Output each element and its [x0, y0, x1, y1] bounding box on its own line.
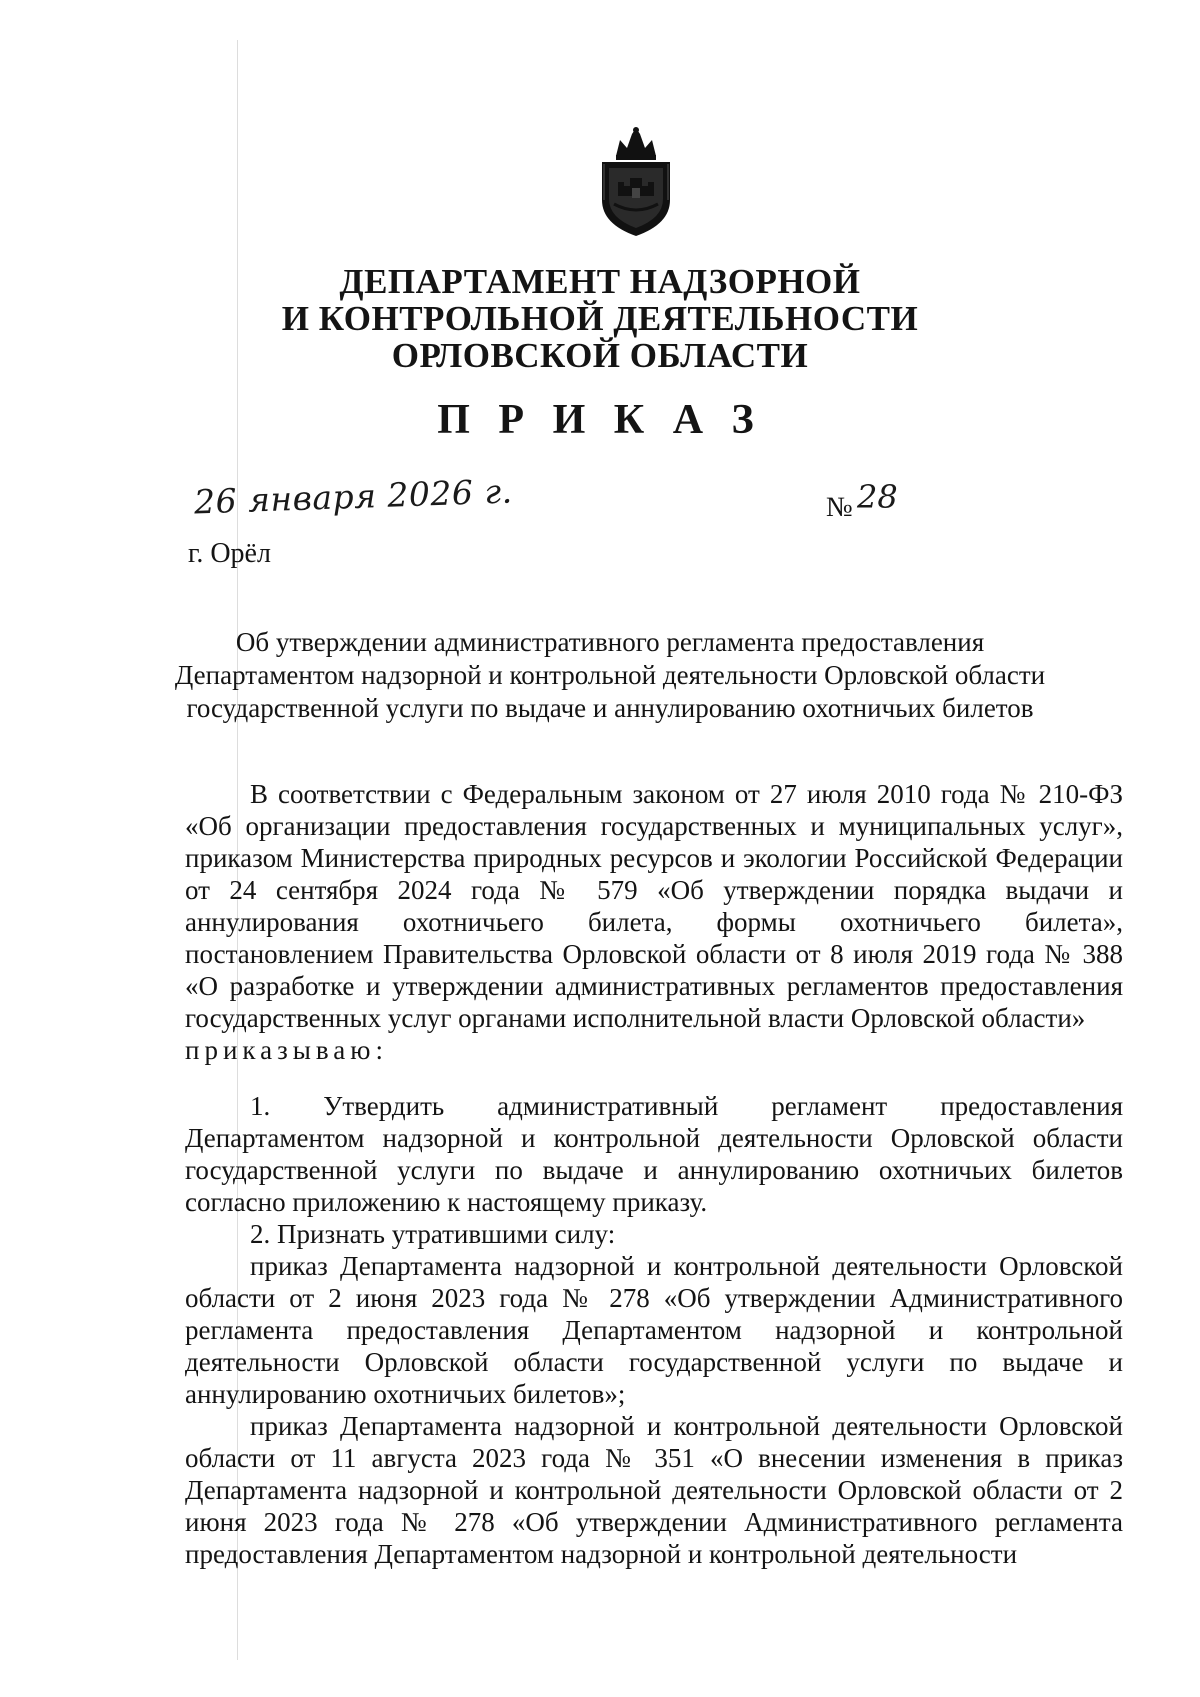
city-line: г. Орёл: [188, 538, 271, 569]
order-title: [150, 626, 1070, 725]
order-word: приказываю:: [185, 1035, 388, 1065]
preamble-block: [185, 778, 1123, 1066]
order-title-line: Департаментом надзорной и контрольной деятельности Орловской области: [174, 660, 1046, 690]
department-name-line-2: [0, 299, 1200, 339]
department-name-text: ОРЛОВСКОЙ ОБЛАСТИ: [391, 336, 809, 375]
preamble-paragraph: В соответствии с Федеральным законом от 27 июля 2010 года № 210-ФЗ «Об организации предоставления государственных и муниципальных услуг», приказом Министерства природных ресурсов и экологии Российской Федерации от 24 сентября 2024 года № 579 «Об утверждении порядка выдачи и аннулирования охотничьего билета, формы охотничьего билета», постановлением Правительства Орловской области от 8 июля 2019 года № 388 «О разработке и утверждении административных регламентов предоставления государственных услуг органами исполнительной власти Орловской области»: [185, 779, 1123, 1033]
order-items-block: [185, 1090, 1123, 1570]
handwritten-order-number: 28: [857, 478, 898, 516]
order-title-line: Об утверждении административного регламента предоставления: [235, 627, 985, 657]
order-item-1: 1. Утвердить административный регламент предоставления Департаментом надзорной и контрольной деятельности Орловской области государственной услуги по выдаче и аннулированию охотничьих билетов согласно приложению к настоящему приказу.: [185, 1091, 1123, 1217]
order-item-2-subitem: приказ Департамента надзорной и контрольной деятельности Орловской области от 11 августа 2023 года № 351 «О внесении изменения в приказ Департамента надзорной и контрольной деятельности Орловской области от 2 июня 2023 года № 278 «Об утверждении Административного регламента предоставления Департаментом надзорной и контрольной деятельности: [185, 1411, 1123, 1569]
order-title-line: государственной услуги по выдаче и аннулированию охотничьих билетов: [186, 693, 1034, 723]
department-name-text: ДЕПАРТАМЕНТ НАДЗОРНОЙ: [339, 262, 861, 301]
handwritten-date: 26 января 2026 г.: [193, 471, 514, 522]
order-item-2-subitem: приказ Департамента надзорной и контрольной деятельности Орловской области от 2 июня 2023 года № 278 «Об утверждении Административного регламента предоставления Департаментом надзорной и контрольной деятельности Орловской области государственной услуги по выдаче и аннулированию охотничьих билетов»;: [185, 1251, 1123, 1409]
department-name-line-1: [0, 262, 1200, 302]
department-name-line-3: [0, 336, 1200, 376]
order-item-2-heading: 2. Признать утратившими силу:: [250, 1219, 616, 1249]
coat-of-arms-emblem: [594, 126, 678, 238]
document-type-title: П Р И К А З: [437, 397, 763, 443]
order-number-label: №: [826, 492, 853, 523]
department-name-text: И КОНТРОЛЬНОЙ ДЕЯТЕЛЬНОСТИ: [281, 299, 919, 338]
